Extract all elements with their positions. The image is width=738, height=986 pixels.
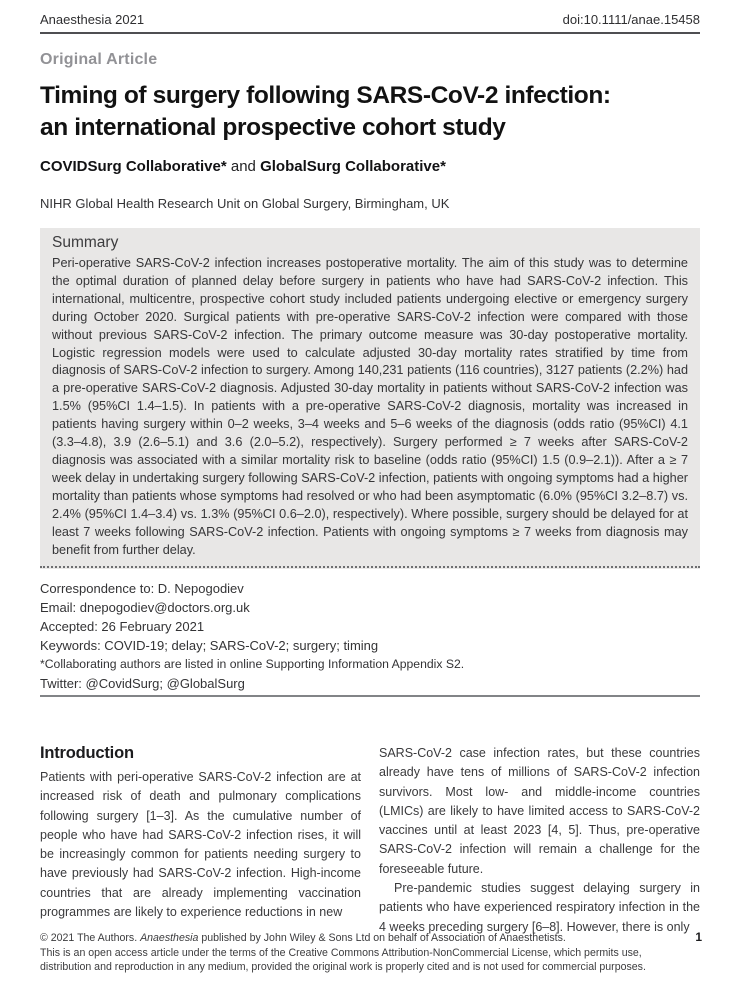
author-covidsurg: COVIDSurg Collaborative* bbox=[40, 158, 227, 175]
doi: doi:10.1111/anae.15458 bbox=[562, 12, 700, 27]
twitter-handles: Twitter: @CovidSurg; @GlobalSurg bbox=[40, 676, 245, 691]
intro-paragraph-right-2: Pre-pandemic studies suggest delaying surgery in patients who have experienced respiratory infection in the 4 weeks preceding surgery [6–8]. However, there is only bbox=[379, 881, 700, 934]
title-line-1: Timing of surgery following SARS-CoV-2 infection: bbox=[40, 82, 611, 109]
copyright-prefix: © 2021 The Authors. bbox=[40, 932, 141, 944]
title-line-2: an international prospective cohort study bbox=[40, 114, 506, 141]
collaborators-note: *Collaborating authors are listed in online Supporting Information Appendix S2. bbox=[40, 657, 465, 671]
authors-line bbox=[40, 158, 700, 175]
correspondence-block bbox=[40, 579, 700, 693]
intro-paragraph-right-1: SARS-CoV-2 case infection rates, but these countries already have tens of millions of SARS-CoV-2 infection survivors. Most low- and middle-income countries (LMICs) are likely to have limited access to SARS-CoV-2 vaccines until at least 2023 [4, 5]. Thus, pre-operative SARS-CoV-2 infection will remain a challenge for the foreseeable future. bbox=[379, 746, 700, 876]
keywords: Keywords: COVID-19; delay; SARS-CoV-2; surgery; timing bbox=[40, 638, 379, 653]
summary-heading: Summary bbox=[52, 234, 119, 251]
journal-name-italic: Anaesthesia bbox=[140, 932, 199, 944]
section-heading-introduction: Introduction bbox=[40, 744, 134, 762]
column-right bbox=[379, 744, 700, 937]
copyright-line bbox=[40, 931, 674, 946]
correspondence-to: Correspondence to: D. Nepogodiev bbox=[40, 581, 244, 596]
article-type-label: Original Article bbox=[40, 51, 158, 68]
section-divider bbox=[40, 695, 700, 697]
page-number: 1 bbox=[695, 930, 702, 944]
license-line-1: This is an open access article under the terms of the Creative Commons Attribution-NonCommercial License, which permits use, bbox=[40, 946, 642, 959]
affiliation: NIHR Global Health Research Unit on Global Surgery, Birmingham, UK bbox=[40, 196, 450, 211]
journal-header bbox=[40, 12, 700, 27]
summary-box bbox=[40, 228, 700, 569]
body-columns bbox=[40, 744, 700, 937]
accepted-date: Accepted: 26 February 2021 bbox=[40, 619, 205, 634]
author-globalsurg: GlobalSurg Collaborative* bbox=[260, 158, 446, 175]
intro-paragraph-left: Patients with peri-operative SARS-CoV-2 infection are at increased risk of death and pulmonary complications following surgery [1–3]. As the cumulative number of people who have had SARS-CoV-2 infection rises, it will be increasingly common for patients needing surgery to have previously had SARS-CoV-2 infection. High-income countries that are already implementing vaccination programmes are likely to experience reductions in new bbox=[40, 770, 361, 920]
page-title bbox=[40, 80, 700, 144]
email: Email: dnepogodiev@doctors.org.uk bbox=[40, 600, 250, 615]
dotted-divider bbox=[40, 566, 700, 568]
footer bbox=[40, 931, 700, 975]
copyright-suffix: published by John Wiley & Sons Ltd on behalf of Association of Anaesthetists. bbox=[198, 932, 566, 944]
summary-text: Peri-operative SARS-CoV-2 infection increases postoperative mortality. The aim of this study was to determine the optimal duration of planned delay before surgery in patients who have had SARS-CoV-2 infection. This international, multicentre, prospective cohort study included patients undergoing elective or emergency surgery during October 2020. Surgical patients with pre-operative SARS-CoV-2 infection were compared with those without previous SARS-CoV-2 infection. The primary outcome measure was 30-day postoperative mortality. Logistic regression models were used to calculate adjusted 30-day mortality rates stratified by time from diagnosis of SARS-CoV-2 infection to surgery. Among 140,231 patients (116 countries), 3127 patients (2.2%) had a pre-operative SARS-CoV-2 diagnosis. Adjusted 30-day mortality in patients without SARS-CoV-2 infection was 1.5% (95%CI 1.4–1.5). In patients with a pre-operative SARS-CoV-2 diagnosis, mortality was increased in patients having surgery within 0–2 weeks, 3–4 weeks and 5–6 weeks of the diagnosis (odds ratio (95%CI) 4.1 (3.3–4.8), 3.9 (2.6–5.1) and 3.6 (2.0–5.2), respectively). Surgery performed ≥ 7 weeks after SARS-CoV-2 diagnosis was associated with a similar mortality risk to baseline (odds ratio (95%CI) 1.5 (0.9–2.1)). After a ≥ 7 week delay in undertaking surgery following SARS-CoV-2 infection, patients with ongoing symptoms had a higher mortality than patients whose symptoms had resolved or who had been asymptomatic (6.0% (95%CI 3.2–8.7) vs. 2.4% (95%CI 1.4–3.4) vs. 1.3% (95%CI 0.6–2.0), respectively). Where possible, surgery should be delayed for at least 7 weeks following SARS-CoV-2 infection. Patients with ongoing symptoms ≥ 7 weeks from diagnosis may benefit from further delay. bbox=[52, 256, 688, 557]
header-rule bbox=[40, 32, 700, 34]
author-connector: and bbox=[226, 158, 261, 175]
column-left bbox=[40, 744, 361, 937]
license-line-2: distribution and reproduction in any medium, provided the original work is properly cited and is not used for commercial purposes. bbox=[40, 961, 646, 974]
journal-name: Anaesthesia 2021 bbox=[40, 12, 145, 27]
